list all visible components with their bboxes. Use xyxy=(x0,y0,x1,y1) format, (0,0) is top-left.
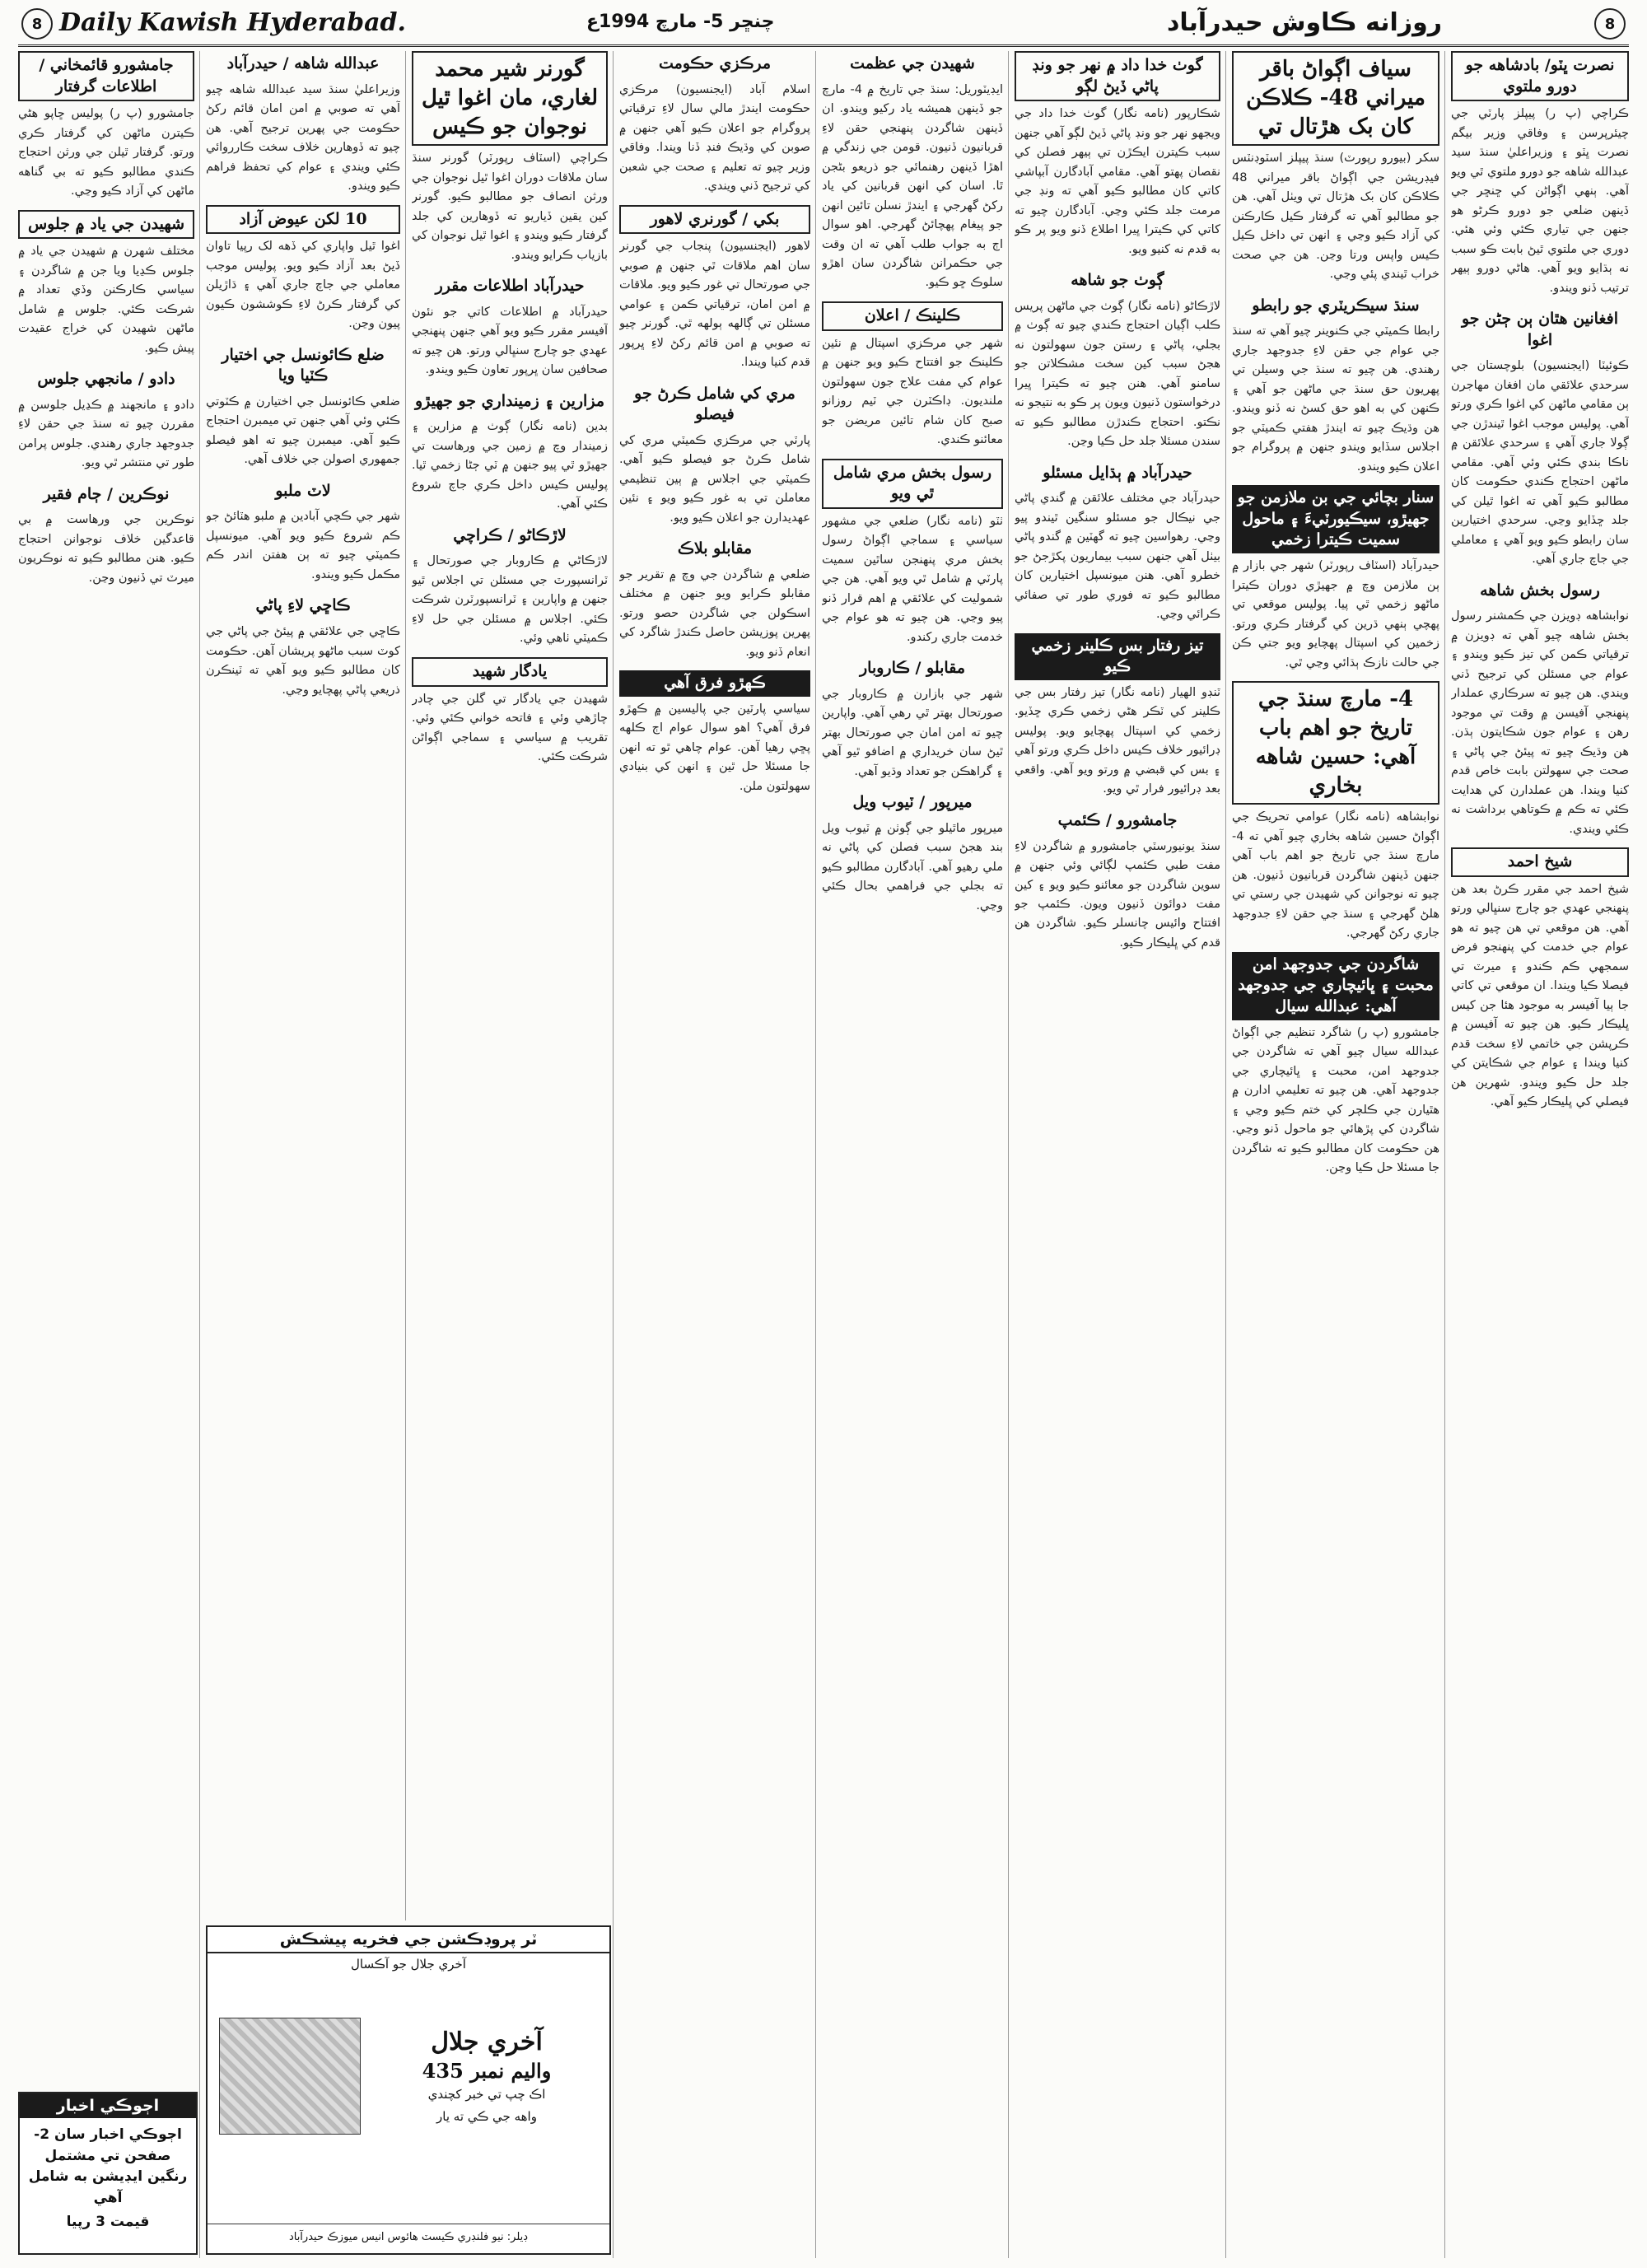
story-body: ٽنڊو الهيار (نامه نگار) تيز رفتار بس جي ڪلينر کي ٽڪر هڻي زخمي ڪري ڇڏيو. زخمي کي اسپتال پهچايو ويو. پوليس ڊرائيور خلاف ڪيس داخل ڪري ورتو آهي ۽ بس کي قبضي ۾ ورتو ويو آهي. واقعي بعد ڊرائيور فرار ٿي ويو. xyxy=(1015,685,1220,796)
music-advertisement xyxy=(206,1925,611,2255)
story-headline: نصرت ڀٽو/ بادشاهه جو دورو ملتوي xyxy=(1451,51,1629,101)
news-story xyxy=(206,51,400,197)
story-headline: گوٺ خدا داد ۾ نهر جو ونڊ پاڻي ڏيڻ لڳو xyxy=(1015,51,1220,101)
news-story xyxy=(1451,847,1629,1112)
notice-header: اڄوڪي اخبار xyxy=(20,2093,196,2118)
column-2 xyxy=(1232,51,1439,2258)
news-story xyxy=(412,389,608,515)
story-body: دادو ۽ مانجهند ۾ ڪڍيل جلوسن ۾ مقررن چيو ته سنڌ جي حقن لاءِ جدوجهد جاري رهندي. جلوس پرامن طور تي منتشر ٿي ويو. xyxy=(18,398,194,470)
news-story xyxy=(18,482,194,589)
story-headline: رسول بخش شاهه xyxy=(1480,581,1600,600)
notice-body: اڄوڪي اخبار سان 2- صفحن تي مشتمل رنگين ايڊيشن به شامل آهي xyxy=(28,2126,188,2206)
news-story xyxy=(822,51,1003,293)
story-headline: بکي / گورنري لاهور xyxy=(619,205,810,235)
story-headline: حيدرآباد اطلاعات مقرر xyxy=(435,277,585,296)
news-story xyxy=(822,790,1003,916)
story-headline: ميرپور / ٽيوب ويل xyxy=(852,793,973,812)
news-story xyxy=(1232,293,1439,478)
news-story xyxy=(1232,952,1439,1178)
album-title: آخري جلال xyxy=(431,2028,543,2056)
story-body: جامشورو (پ ر) شاگرد تنظيم جي اڳواڻ عبدالله سيال چيو آهي ته شاگردن جي جدوجهد امن، محبت ۽ ڀائيچاري جي جدوجهد آهي. هن چيو ته تعليمي ادارن ۾ هٿيارن جي ڪلچر کي ختم ڪيو وڃي ۽ شاگردن کي پڙهائي جو ماحول ڏنو وڃي. هن حڪومت کان مطالبو ڪيو ته شاگردن جا مسئلا حل ڪيا وڃن. xyxy=(1232,1025,1439,1175)
story-headline: شهيدن جي عظمت xyxy=(850,54,975,72)
news-story xyxy=(206,478,400,586)
story-headline: سياف اڳواڻ باقر ميراني 48- ڪلاڪن کان بک هڙتال تي xyxy=(1232,51,1439,146)
story-body: ڪوئيٽا (ايجنسيون) بلوچستان جي سرحدي علائقي مان افغان مهاجرن ٻن مقامي ماڻهن کي اغوا ڪري ورتو آهي. پوليس موجب اغوا ٿيندڙن جي ڳولا جاري آهي ۽ سرحدي علائقن ۾ ناڪا بندي ڪئي وئي آهي. مقامي ماڻهن احتجاج ڪندي حڪومت کان مطالبو ڪيو آهي ته اغوا ٿيلن کي جلد ڇڏايو وڃي. سرحدي اختيارين سان رابطو ڪيو ويو آهي ۽ معاملي جي جاچ جاري آهي. xyxy=(1451,359,1629,567)
story-body: ڪاڇي جي علائقي ۾ پيئڻ جي پاڻي جي کوٽ سبب ماڻهو پريشان آهن. حڪومت کان مطالبو ڪيو ويو آهي ته ٽينڪرن ذريعي پاڻي پهچايو وڃي. xyxy=(206,625,400,697)
news-story xyxy=(206,593,400,700)
story-body: اغوا ٿيل واپاري کي ڏهه لک رپيا تاوان ڏيڻ بعد آزاد ڪيو ويو. پوليس موجب معاملي جي جاچ جاري آهي ۽ ڌاڙيلن کي گرفتار ڪرڻ لاءِ ڪوششون ڪيون پيون وڃن. xyxy=(206,240,400,331)
news-story xyxy=(18,366,194,474)
column-8 xyxy=(18,51,194,2258)
story-body: ميرپور ماٿيلو جي ڳوٺن ۾ ٽيوب ويل بند هجڻ سبب فصلن کي پاڻي نه ملي رهيو آهي. آبادگارن مطالبو ڪيو ته بجلي جي فراهمي بحال ڪئي وڃي. xyxy=(822,821,1003,912)
news-story xyxy=(412,657,608,768)
ad-header: ٽر پروڊڪشن جي فخريه پيشڪش xyxy=(208,1927,609,1953)
news-story xyxy=(619,205,810,373)
story-headline: جامشورو قائمخاني / اطلاعات گرفتار xyxy=(18,51,194,101)
news-story xyxy=(206,205,400,334)
news-story xyxy=(412,51,608,265)
album-line: اڪ چپ تي خبر کچندي xyxy=(427,2087,546,2102)
news-story xyxy=(1451,306,1629,570)
story-body: رابطا ڪميٽي جي ڪنوينر چيو آهي ته سنڌ جي عوام جي حقن لاءِ جدوجهد جاري رهندي. هن چيو ته سنڌ جي وسيلن تي پهريون حق سنڌ جي ماڻهن جو آهي ۽ ڪنهن کي به اهو حق کسڻ نه ڏنو ويندو. هن وڌيڪ چيو ته ايندڙ هفتي ڪميٽي جو اجلاس سڏايو ويندو جنهن ۾ پروگرام جو اعلان ڪيو ويندو. xyxy=(1232,324,1439,474)
story-body: ڪراچي (پ ر) پيپلز پارٽي جي چيئرپرسن ۽ وفاقي وزير بيگم نصرت ڀٽو ۽ وزيراعليٰ سنڌ سيد عبدالله شاهه جو دورو ملتوي ٿي ويو آهي. ٻنهي اڳواڻن کي ڇنڇر جي ڏينهن ضلعي جو دورو ڪرڻو هو جنهن جي تياري ڪئي وئي هئي. دوري جي ملتوي ٿيڻ بابت ڪو سبب نه ٻڌايو ويو آهي. هاڻي دورو ٻيهر ترتيب ڏنو ويندو. xyxy=(1451,107,1629,295)
album-line-2: واهه جي ڪي ته يار xyxy=(436,2108,537,2124)
news-story xyxy=(1232,485,1439,673)
story-headline: مزارين ۽ زمينداري جو جهيڙو xyxy=(414,391,605,410)
news-story xyxy=(1015,460,1220,625)
issue-date: چنڇر 5- مارچ 1994ع xyxy=(586,12,775,32)
news-story xyxy=(822,459,1003,648)
news-story xyxy=(1015,51,1220,259)
story-body: شهيدن جي يادگار تي گلن جي چادر چاڙهي وئي ۽ فاتحه خواني ڪئي وئي. تقريب ۾ سياسي ۽ سماجي اڳواڻن شرڪت ڪئي. xyxy=(412,692,608,763)
story-body: ڪراچي (اسٽاف رپورٽر) گورنر سنڌ سان ملاقات دوران اغوا ٿيل نوجوان جي ورثن انصاف جو مطالبو ڪيو. گورنر کين يقين ڏياريو ته ڏوهارين کي جلد گرفتار ڪيو ويندو ۽ اغوا ٿيل نوجوان کي بازياب ڪرايو ويندو. xyxy=(412,152,608,262)
news-story xyxy=(1015,268,1220,452)
story-headline: شهيدن جي ياد ۾ جلوس xyxy=(18,210,194,240)
column-1 xyxy=(1451,51,1629,2258)
column-3 xyxy=(1015,51,1220,2258)
story-headline: 4- مارچ سنڌ جي تاريخ جو اهم باب آهي: حسين شاهه بخاري xyxy=(1232,681,1439,805)
news-story xyxy=(619,536,810,662)
story-body: حيدرآباد (اسٽاف رپورٽر) شهر جي بازار ۾ ٻن ملازمن وچ ۾ جهيڙي دوران ڪيترا ماڻهو زخمي ٿي پيا. پوليس موقعي تي پهچي ٻنهي ڌرين کي گرفتار ڪري ورتو. زخمين کي اسپتال پهچايو ويو جتي ڪن جي حالت نازڪ ٻڌائي وڃي ٿي. xyxy=(1232,559,1439,670)
story-body: ضلعي ڪائونسل جي اختيارن ۾ ڪٽوتي ڪئي وئي آهي جنهن تي ميمبرن احتجاج ڪيو آهي. ميمبرن چيو ته اهو فيصلو جمهوري اصولن جي خلاف آهي. xyxy=(206,394,400,467)
news-story xyxy=(1015,633,1220,800)
story-body: نوڪرين جي ورهاست ۾ بي قاعدگين خلاف نوجوانن احتجاج ڪيو. هنن مطالبو ڪيو ته نوڪريون ميرٽ تي ڏنيون وڃن. xyxy=(18,513,194,585)
story-body: لاڙڪاڻي ۾ ڪاروبار جي صورتحال ۽ ٽرانسپورٽ جي مسئلن تي اجلاس ٿيو جنهن ۾ واپارين ۽ ٽرانسپورٽرن شرڪت ڪئي. اجلاس ۾ مسئلن جي حل لاءِ ڪميٽي ٺاهي وئي. xyxy=(412,554,608,646)
album-cover-image xyxy=(219,2018,361,2135)
story-headline: لاٽ ملبو xyxy=(275,481,331,500)
story-body: پارٽي جي مرڪزي ڪميٽي مري کي شامل ڪرڻ جو فيصلو ڪيو آهي. ڪميٽي جي اجلاس ۾ ٻين تنظيمي معاملن تي به غور ڪيو ويو ۽ نئين عهديدارن جو اعلان ڪيو ويو. xyxy=(619,433,810,525)
news-story xyxy=(1015,808,1220,954)
news-story xyxy=(822,656,1003,782)
story-headline: مقابلو / ڪاروبار xyxy=(859,659,966,678)
story-body: ايڊيٽوريل: سنڌ جي تاريخ ۾ 4- مارچ جو ڏينهن هميشه ياد رکيو ويندو. ان ڏينهن شاگردن پنهنجي حقن لاءِ قربانيون ڏنيون. قومن جي زندگي ۾ اهڙا ڏينهن رهنمائي جو ذريعو بڻجن ٿا. اسان کي انهن قربانين کي ياد رکڻ گهرجي ۽ ايندڙ نسلن تائين انهن جو پيغام پهچائڻ گهرجي. اهو سوال اڄ به جواب طلب آهي ته ان وقت جي حڪمرانن شاگردن سان اهڙو سلوڪ ڇو ڪيو. xyxy=(822,82,1003,290)
story-headline: گورنر شير محمد لغاري، مان اغوا ٿيل نوجوان جو ڪيس xyxy=(412,51,608,146)
news-story xyxy=(18,210,194,359)
story-headline: ڳوٺ جو شاهه xyxy=(1071,271,1164,290)
story-headline: عبدالله شاهه / حيدرآباد xyxy=(226,54,380,72)
story-body: شهر جي ڪچي آبادين ۾ ملبو هٽائڻ جو ڪم شروع ڪيو ويو آهي. ميونسپل ڪميٽي چيو ته ٻن هفتن اندر ڪم مڪمل ڪيو ويندو. xyxy=(206,510,400,581)
news-story xyxy=(1451,578,1629,839)
story-body: شهر جي مرڪزي اسپتال ۾ نئين ڪلينڪ جو افتتاح ڪيو ويو جنهن ۾ عوام کي مفت علاج جون سهولتون ملنديون. ڊاڪٽرن جي ٽيم روزانو صبح کان شام تائين مريضن جو معائنو ڪندي. xyxy=(822,336,1003,447)
page-number-left: 8 xyxy=(21,8,53,40)
story-headline: سنار بچائي جي بن ملازمن جو جهيڙو، سيڪيورٽيءَ ۽ ماحول سميت ڪيترا زخمي xyxy=(1232,485,1439,553)
story-headline: نوڪرين / ڄام فقير xyxy=(43,484,170,503)
story-body: لاهور (ايجنسيون) پنجاب جي گورنر سان اهم ملاقات ٿي جنهن ۾ صوبي جي صورتحال تي غور ڪيو ويو. ملاقات ۾ امن امان، ترقياتي ڪمن ۽ عوامي مسئلن تي ڳالهه ٻولهه ٿي. گورنر چيو ته صوبي ۾ امن قائم رکڻ لاءِ ڀرپور قدم کنيا ويندا. xyxy=(619,240,810,370)
masthead-title-sindhi: روزانه ڪاوش حيدرآباد xyxy=(1167,8,1443,37)
story-body: سنڌ يونيورسٽي جامشورو ۾ شاگردن لاءِ مفت طبي ڪئمپ لڳائي وئي جنهن ۾ سوين شاگردن جو معائنو ڪيو ويو ۽ کين مفت دوائون ڏنيون ويون. ڪئمپ جو افتتاح وائيس چانسلر ڪيو. شاگردن هن قدم کي ڀليڪار ڪيو. xyxy=(1015,839,1220,950)
story-headline: ضلع ڪائونسل جي اختيار ڪٽيا ويا xyxy=(222,345,385,385)
story-headline: افغانين هٿان ٻن ڄڻن جو اغوا xyxy=(1461,310,1618,349)
news-story xyxy=(619,670,810,796)
news-story xyxy=(18,51,194,202)
story-body: سياسي پارٽين جي پاليسين ۾ ڪهڙو فرق آهي؟ اهو سوال عوام اڄ ڪلهه پڇي رهيا آهن. عوام چاهي ٿو ته انهن جا مسئلا حل ٿين ۽ انهن کي بنيادي سهولتون ملن. xyxy=(619,702,810,793)
column-5 xyxy=(619,51,810,2258)
story-headline: ڪهڙو فرق آهي xyxy=(619,670,810,697)
news-story xyxy=(619,381,810,529)
story-headline: مرڪزي حڪومت xyxy=(658,54,771,72)
paper-notice xyxy=(18,2092,198,2255)
news-story xyxy=(206,343,400,470)
story-headline: سنڌ سيڪريٽري جو رابطو xyxy=(1252,296,1420,315)
story-headline: جامشورو / ڪئمپ xyxy=(1057,810,1178,829)
story-body: حيدرآباد جي مختلف علائقن ۾ گندي پاڻي جي نيڪال جو مسئلو سنگين ٿيندو پيو وڃي. رهواسين چيو ته گهٽين ۾ گندو پاڻي بيٺل آهي جنهن سبب بيماريون پکڙجڻ جو خطرو آهي. هنن ميونسپل اختيارين کان مطالبو ڪيو ته فوري طور تي صفائي ڪرائي وڃي. xyxy=(1015,492,1220,622)
story-body: ٺٽو (نامه نگار) ضلعي جي مشهور سياسي ۽ سماجي اڳواڻ رسول بخش مري پنهنجن ساٿين سميت پارٽي ۾ شامل ٿي ويو آهي. هن جي شموليت کي علائقي ۾ اهم قرار ڏنو پيو وڃي. هن چيو ته هو عوام جي خدمت جاري رکندو. xyxy=(822,514,1003,644)
story-headline: حيدرآباد ۾ ٻڌايل مسئلو xyxy=(1043,463,1192,482)
story-body: وزيراعليٰ سنڌ سيد عبدالله شاهه چيو آهي ته صوبي ۾ امن امان قائم رکڻ حڪومت جي پهرين ترجيح آهي. هن چيو ته ڏوهارين خلاف سخت ڪارروائي ڪئي ويندي ۽ عوام کي تحفظ فراهم ڪيو ويندو. xyxy=(206,82,400,194)
story-headline: يادگار شهيد xyxy=(412,657,608,687)
page-number-right: 8 xyxy=(1594,8,1626,40)
notice-price: قيمت 3 رپيا xyxy=(66,2214,150,2230)
story-body: ضلعي ۾ شاگردن جي وچ ۾ تقرير جو مقابلو ڪرايو ويو جنهن ۾ مختلف اسڪولن جي شاگردن حصو ورتو. پهرين پوزيشن حاصل ڪندڙ شاگرد کي انعام ڏنو ويو. xyxy=(619,567,810,659)
story-body: شهر جي بازارن ۾ ڪاروبار جي صورتحال بهتر ٿي رهي آهي. واپارين چيو ته امن امان جي صورتحال بهتر ٿيڻ سان خريداري ۾ اضافو ٿيو آهي ۽ گراهڪن جو تعداد وڌيو آهي. xyxy=(822,687,1003,778)
column-7 xyxy=(206,51,400,1920)
story-headline: شاگردن جي جدوجهد امن محبت ۽ ڀائيچاري جي جدوجهد آهي: عبدالله سيال xyxy=(1232,952,1439,1020)
news-story xyxy=(412,523,608,649)
story-headline: شيخ احمد xyxy=(1451,847,1629,877)
story-body: جامشورو (پ ر) پوليس ڇاپو هڻي ڪيترن ماڻهن کي گرفتار ڪري ورتو. گرفتار ٿيلن جي ورثن احتجاج ڪندي مطالبو ڪيو ته بي گناهه ماڻهن کي آزاد ڪيو وڃي. xyxy=(18,107,194,198)
story-body: سکر (بيورو رپورٽ) سنڌ پيپلز اسٽوڊنٽس فيڊريشن جي اڳواڻ باقر ميراني 48 ڪلاڪن کان بک هڙتال تي ويٺل آهي. هن جو مطالبو آهي ته گرفتار ڪيل ڪارڪنن کي آزاد ڪيو وڃي ۽ انهن تي داخل ڪيل ڪيس واپس ورتا وڃن. هن جي صحت خراب ٿيندي پئي وڃي. xyxy=(1232,152,1439,282)
story-headline: ڪلينڪ / اعلان xyxy=(822,301,1003,331)
story-body: مختلف شهرن ۾ شهيدن جي ياد ۾ جلوس ڪڍيا ويا جن ۾ شاگردن ۽ سياسي ڪارڪنن وڏي تعداد ۾ شرڪت ڪئي. جلوس ۾ شامل ماڻهن شهيدن کي خراج عقيدت پيش ڪيو. xyxy=(18,245,194,355)
story-body: شيخ احمد جي مقرر ڪرڻ بعد هن پنهنجي عهدي جو چارج سنڀالي ورتو آهي. هن موقعي تي هن چيو ته هو عوام جي خدمت کي پنهنجو فرض سمجهي ڪم ڪندو ۽ ميرٽ تي فيصلا ڪيا ويندا. ان موقعي تي کاتي جا ٻيا آفيسر به موجود هئا جن کيس ڀليڪار ڪيو. هن چيو ته آفيسن ۾ ڪرپشن جي خاتمي لاءِ سخت قدم کنيا ويندا ۽ عوام جي شڪايتن کي جلد حل ڪيو ويندو. شهرين هن فيصلي کي ڀليڪار ڪيو آهي. xyxy=(1451,882,1629,1109)
ad-line: آخري جلال جو آڪسال xyxy=(351,1957,466,1972)
ad-footer: ڊيلر: نيو فلنڊري ڪيسٽ هائوس انيس ميوزڪ حيدرآباد xyxy=(208,2224,609,2247)
album-volume: واليم نمبر 435 xyxy=(422,2059,552,2083)
story-headline: تيز رفتار بس ڪلينر زخمي ڪيو xyxy=(1015,633,1220,680)
masthead xyxy=(18,5,1629,47)
news-story xyxy=(619,51,810,197)
story-headline: ڪاڇي لاءِ پاڻي xyxy=(255,596,351,615)
story-headline: مري کي شامل ڪرڻ جو فيصلو xyxy=(634,384,796,424)
news-story xyxy=(1232,681,1439,944)
story-body: نوابشاهه ڊويزن جي ڪمشنر رسول بخش شاهه چيو آهي ته ڊويزن ۾ ترقياتي ڪمن کي تيز ڪيو ويندو ۽ عوام جي مسئلن کي ترجيح ڏني ويندي. هن چيو ته سرڪاري عملدار پنهنجي آفيسن ۾ وقت تي موجود رهن ۽ عوام جون شڪايتون ٻڌن. هن وڌيڪ چيو ته پيئڻ جي پاڻي ۽ صحت جي سهولتن بابت خاص قدم کنيا ويندا. هن عملدارن کي هدايت ڪئي ته ڪم ۾ ڪوتاهي برداشت نه ڪئي ويندي. xyxy=(1451,609,1629,836)
story-body: لاڙڪاڻو (نامه نگار) ڳوٺ جي ماڻهن پريس ڪلب اڳيان احتجاج ڪندي چيو ته ڳوٺ ۾ بجلي، پاڻي ۽ رستن جون سهولتون نه هجڻ سبب کين سخت مشڪلاتن جو سامنو آهي. هنن چيو ته ڪيترا ڀيرا درخواستون ڏنيون ويون پر ڪو به نتيجو نه نڪتو. احتجاج ڪندڙن مطالبو ڪيو ته سندن مسئلا جلد حل ڪيا وڃن. xyxy=(1015,299,1220,449)
story-headline: دادو / مانجهي جلوس xyxy=(37,370,175,389)
story-body: نوابشاهه (نامه نگار) عوامي تحريڪ جي اڳواڻ حسين شاهه بخاري چيو آهي ته 4- مارچ سنڌ جي تاريخ جو اهم باب آهي جنهن ڏينهن شاگردن قربانيون ڏنيون. هن چيو ته نوجوانن کي شهيدن جي رستي تي هلڻ گهرجي ۽ سنڌ جي حقن لاءِ جدوجهد جاري رکڻ گهرجي. xyxy=(1232,810,1439,940)
column-4 xyxy=(822,51,1003,2258)
story-body: شڪارپور (نامه نگار) گوٺ خدا داد جي ويجهو نهر جو ونڊ پاڻي ڏيڻ لڳو آهي جنهن سبب ڪيترن ايڪڙن تي ٻيهر فصلن کي نقصان پهتو آهي. مقامي آبادگارن آبپاشي کاتي کان مطالبو ڪيو آهي ته ونڊ جي مرمت جلد ڪئي وڃي. آبادگارن چيو ته کاتي کي ڪيترا ڀيرا اطلاع ڏنو ويو پر ڪو به قدم نه کنيو ويو. xyxy=(1015,107,1220,256)
story-headline: 10 لکن عيوض آزاد xyxy=(206,205,400,235)
news-story xyxy=(1451,51,1629,298)
story-body: بدين (نامه نگار) ڳوٺ ۾ مزارين ۽ زميندار وچ ۾ زمين جي ورهاست تي جهيڙو ٿي پيو جنهن ۾ ٽي ڄڻا زخمي ٿيا. پوليس ڪيس داخل ڪري جاچ شروع ڪئي آهي. xyxy=(412,420,608,511)
masthead-title-english: Daily Kawish Hyderabad. xyxy=(59,8,406,37)
story-body: اسلام آباد (ايجنسيون) مرڪزي حڪومت ايندڙ مالي سال لاءِ ترقياتي پروگرام جو اعلان ڪيو آهي جنهن ۾ صوبن کي وڌيڪ فنڊ ڏنا ويندا. وفاقي وزير چيو ته تعليم ۽ صحت جي شعبن کي ترجيح ڏني ويندي. xyxy=(619,82,810,194)
news-story xyxy=(412,273,608,380)
story-headline: لاڙڪاڻو / ڪراچي xyxy=(453,525,567,544)
story-body: حيدرآباد ۾ اطلاعات کاتي جو نئون آفيسر مقرر ڪيو ويو آهي جنهن پنهنجي عهدي جو چارج سنڀالي ورتو. هن چيو ته صحافين سان ڀرپور تعاون ڪيو ويندو. xyxy=(412,305,608,377)
news-story xyxy=(1232,51,1439,285)
story-headline: رسول بخش مري شامل ٿي ويو xyxy=(822,459,1003,509)
column-6 xyxy=(412,51,608,1920)
story-headline: مقابلو بلاڪ xyxy=(677,539,753,558)
news-story xyxy=(822,301,1003,450)
